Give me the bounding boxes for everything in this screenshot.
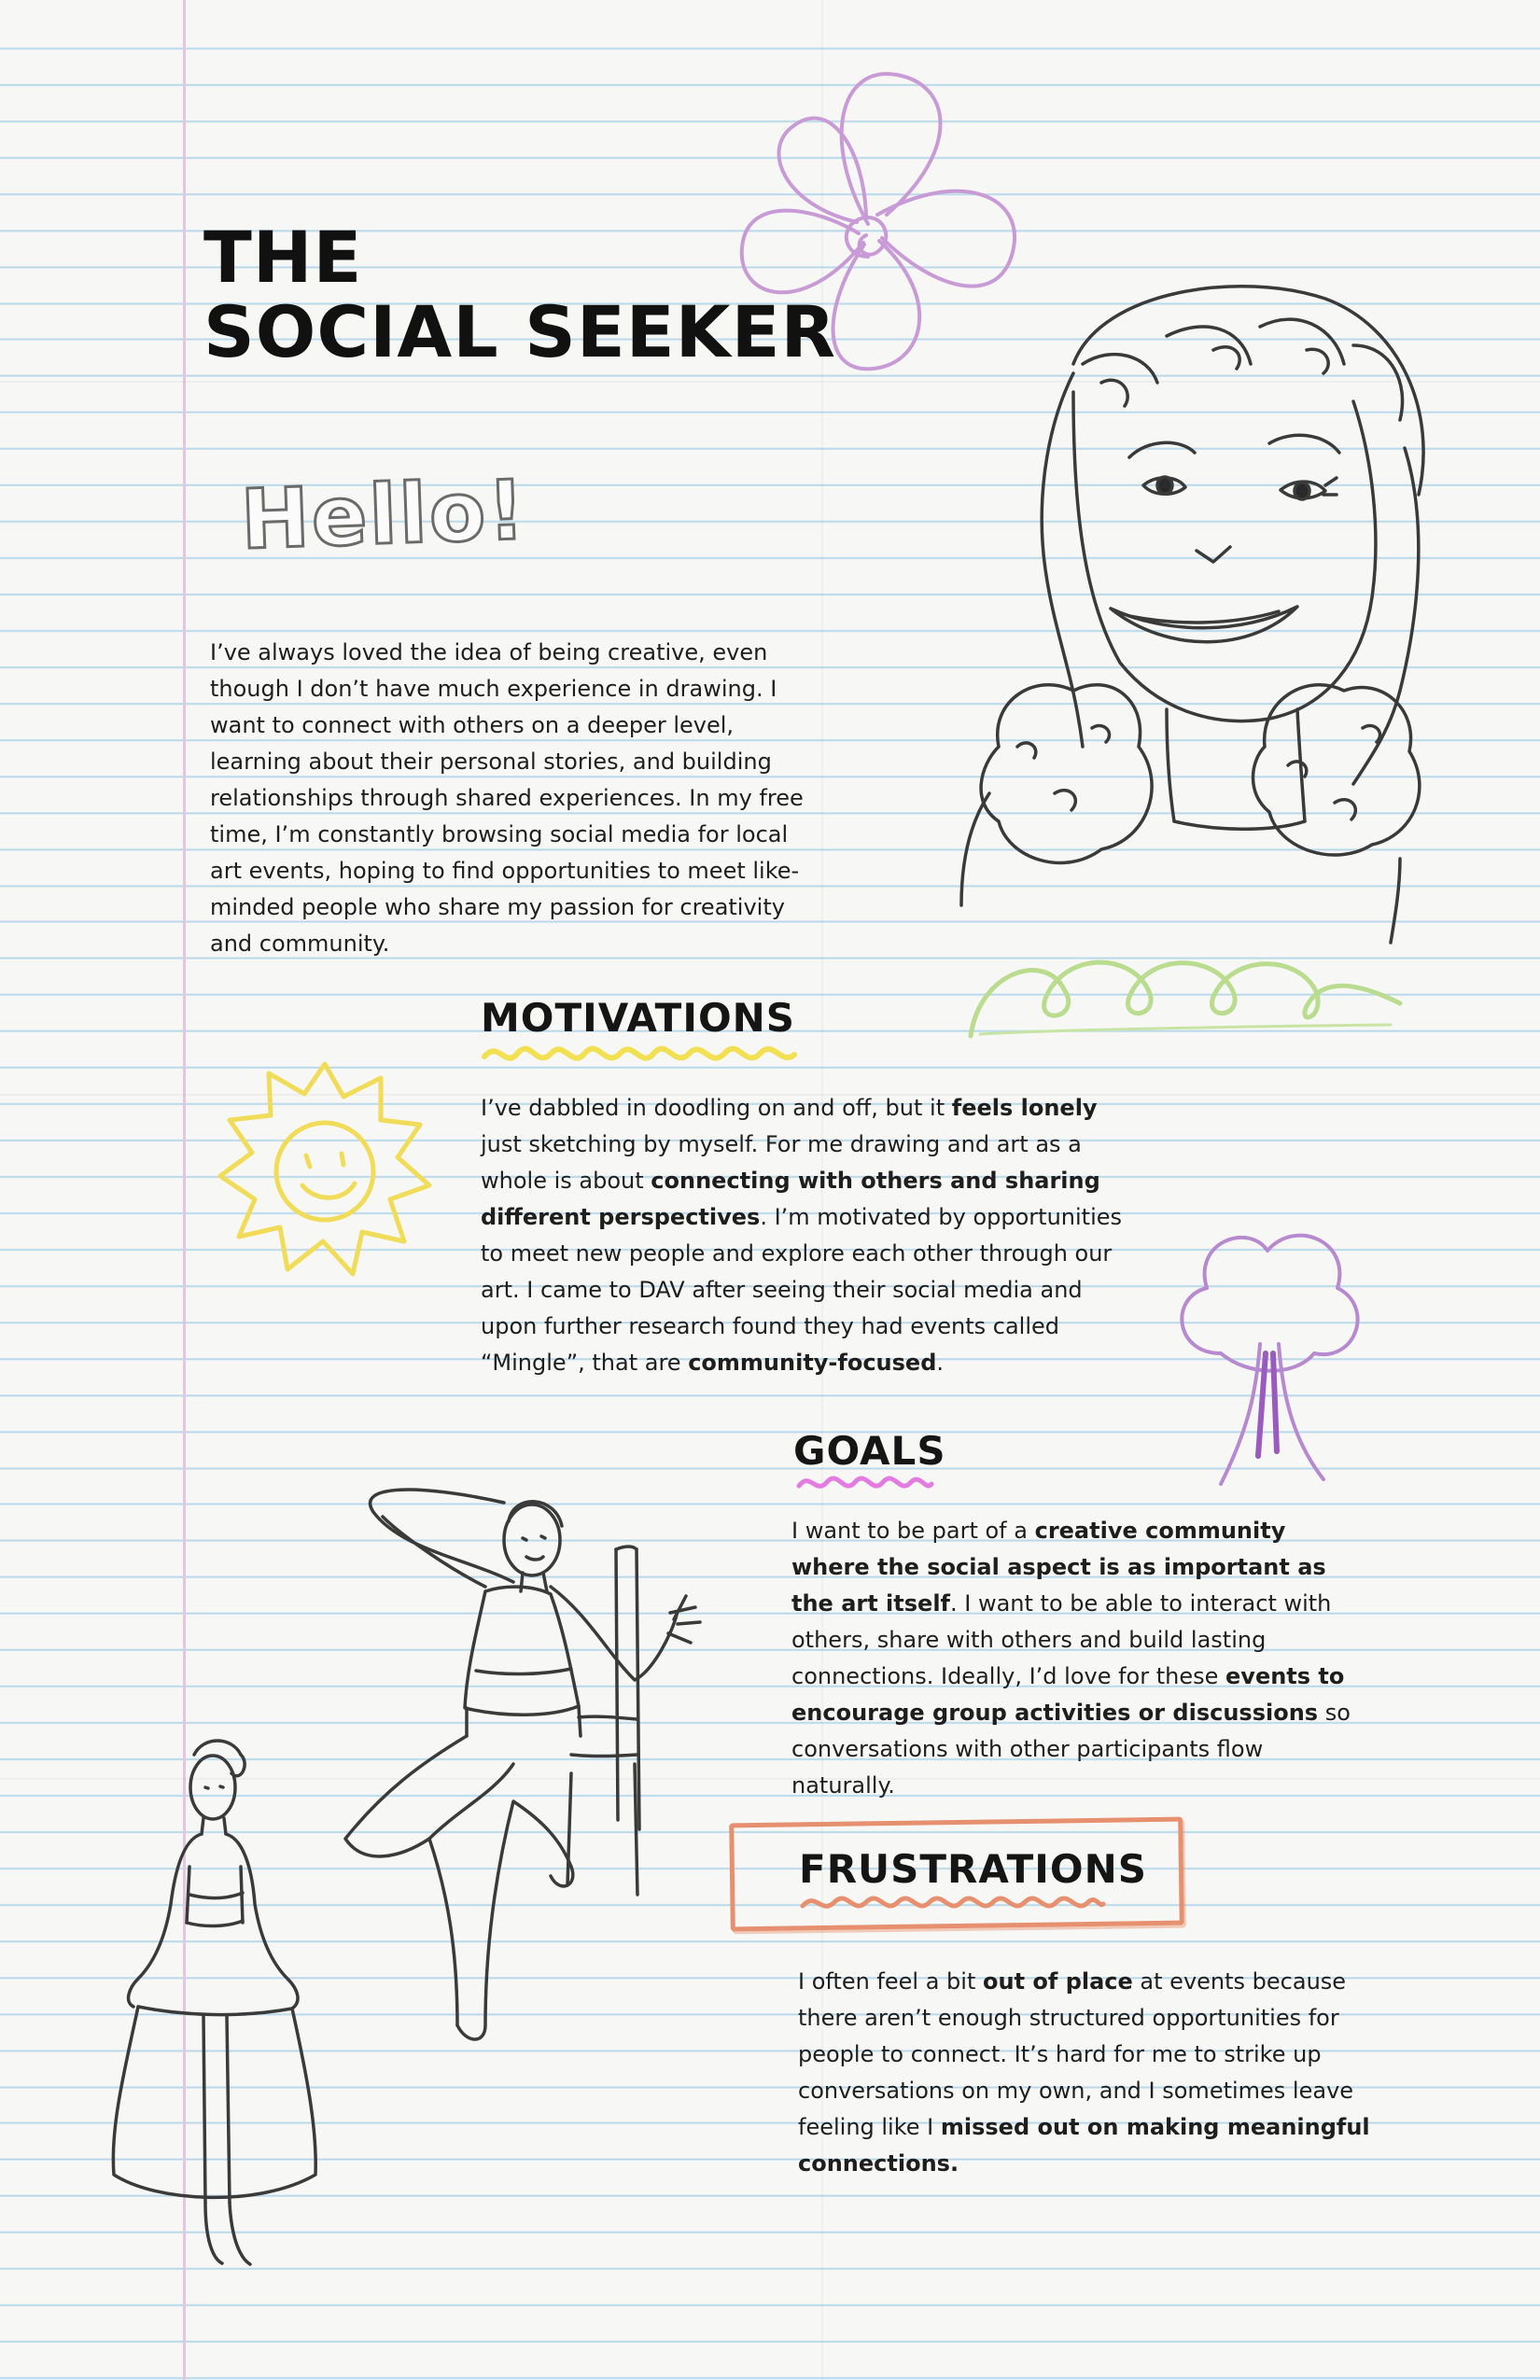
wave-doodle-icon — [961, 933, 1409, 1045]
goals-heading: GOALS — [793, 1428, 946, 1474]
goals-text: I want to be part of a — [791, 1518, 1035, 1544]
title-line-1: THE — [203, 216, 363, 299]
page-title — [203, 216, 836, 373]
motivations-scribble — [481, 1038, 798, 1071]
sun-doodle-icon — [213, 1045, 437, 1288]
motivations-text: just sketching by myself. For me drawing and art as a whole is about — [481, 1131, 1082, 1194]
motivations-emphasis: connecting with others and sharing different perspectives — [481, 1168, 1100, 1230]
goals-text: so conversations with other participants flow naturally. — [791, 1700, 1351, 1799]
goals-scribble — [795, 1469, 935, 1497]
title-line-2: SOCIAL SEEKER — [203, 290, 836, 373]
girl-skirt-sketch-icon — [101, 1736, 334, 2277]
intro-paragraph: I’ve always loved the idea of being creative, even though I don’t have much experience in drawing. I want to connect with others on a deeper level, learning about their personal stories, and building relationships through shared experiences. In my free time, I’m constantly browsing social media for local art events, hoping to find opportunities to meet like-minded people who share my passion for creativity and community. — [210, 639, 804, 957]
motivations-emphasis: feels lonely — [951, 1095, 1098, 1121]
portrait-sketch-icon — [933, 261, 1456, 971]
motivations-text: . — [936, 1350, 945, 1376]
frustrations-emphasis: out of place — [983, 1968, 1133, 1995]
frustrations-heading: FRUSTRATIONS — [799, 1846, 1147, 1892]
frustrations-paragraph — [798, 1964, 1395, 2182]
frustrations-text: at events because there aren’t enough structured opportunities for people to connect. It’s hard for me to strike up conversations on my own, and I sometimes leave feeling like I — [798, 1968, 1354, 2140]
frustrations-emphasis: missed out on making meaningful connections. — [798, 2114, 1370, 2177]
hello-greeting: Hello! — [239, 461, 528, 568]
goals-emphasis: events to encourage group activities or discussions — [791, 1663, 1345, 1726]
dancer-sketch-icon — [327, 1484, 700, 2091]
motivations-emphasis: community-focused — [688, 1350, 937, 1376]
frustrations-text: I often feel a bit — [798, 1968, 983, 1995]
goals-text: . I want to be able to interact with others, share with others and build lasting connections. Ideally, I’d love for these — [791, 1590, 1332, 1689]
tree-doodle-icon — [1155, 1213, 1370, 1493]
motivations-heading: MOTIVATIONS — [481, 995, 796, 1041]
frustrations-scribble — [799, 1889, 1107, 1917]
motivations-text: . I’m motivated by opportunities to meet new people and explore each other through our art. I came to DAV after seeing their social media and upon further research found they had events called “Mingle”, that are — [481, 1204, 1123, 1376]
motivations-paragraph — [481, 1090, 1134, 1381]
goals-emphasis: creative community where the social aspect is as important as the art itself — [791, 1518, 1326, 1617]
motivations-text: I’ve dabbled in doodling on and off, but it — [481, 1095, 952, 1121]
goals-paragraph — [791, 1513, 1361, 1804]
